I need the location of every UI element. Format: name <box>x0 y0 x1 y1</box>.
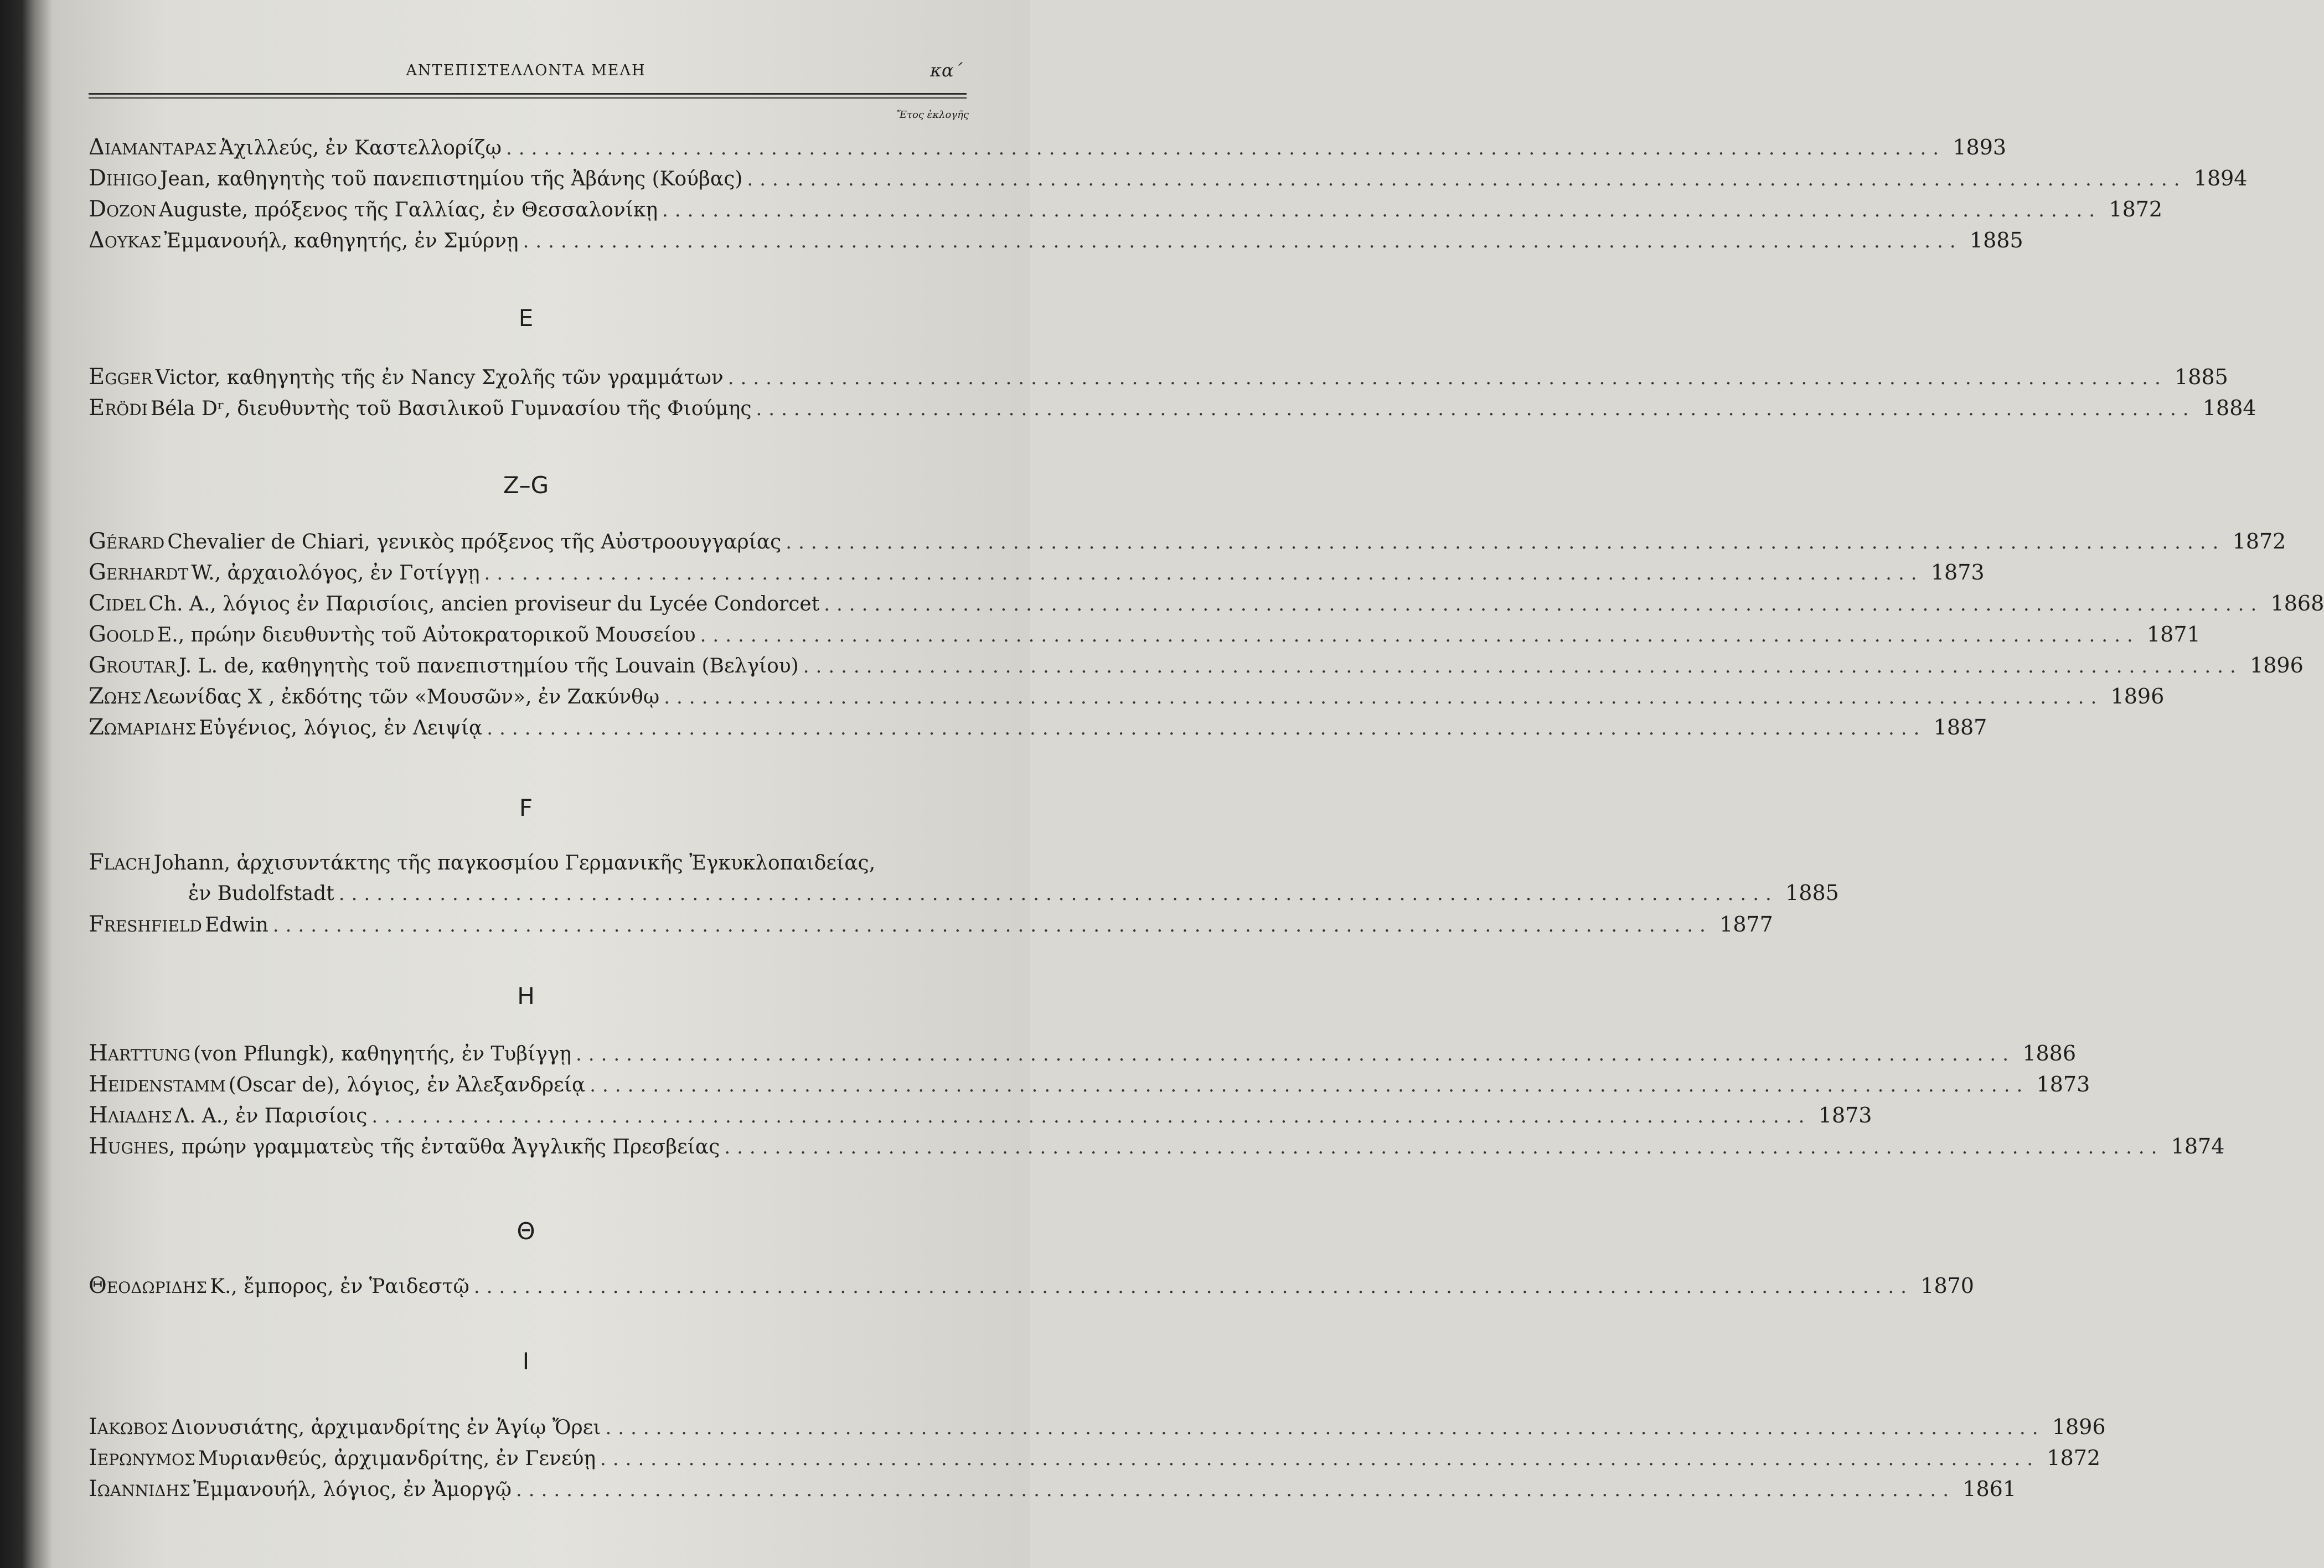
member-entry <box>89 1041 2077 1072</box>
election-year: 1872 <box>2109 197 2163 221</box>
dot-leader: .................................................................................................................. <box>484 562 1924 584</box>
member-surname: Ζωης <box>89 684 142 709</box>
member-details: πρώην γραμματεὺς τῆς ἐνταῦθα Ἀγγλικῆς Πρεσβείας <box>181 1136 720 1158</box>
election-year: 1893 <box>1953 135 2007 159</box>
member-details: Johann, ἀρχισυντάκτης τῆς παγκοσμίου Γερμανικῆς Ἐγκυκλοπαιδείας, <box>153 852 876 874</box>
member-entry <box>89 134 2007 165</box>
member-surname: Hughes <box>89 1134 169 1159</box>
member-surname: Gerhardt <box>89 560 189 585</box>
dot-leader: .................................................................................................................. <box>600 1448 2040 1470</box>
dot-leader: .................................................................................................................. <box>756 398 2196 420</box>
member-surname: Goold <box>89 622 154 647</box>
member-surname: Heidenstamm <box>89 1072 226 1097</box>
member-surname: Θεοδωριδης <box>89 1273 207 1298</box>
member-surname: Δουκας <box>89 227 162 253</box>
page-number: κα΄ <box>930 60 963 81</box>
dot-leader: .................................................................................................................. <box>700 624 2140 646</box>
member-details: Διονυσιάτης, ἀρχιμανδρίτης ἐν Ἁγίῳ Ὄρει <box>171 1416 601 1439</box>
section-letter: I <box>522 1348 530 1375</box>
member-details: Μυριανθεύς, ἀρχιμανδρίτης, ἐν Γενεύῃ <box>198 1447 596 1470</box>
member-details: Εὐγένιος, λόγιος, ἐν Λειψίᾳ <box>199 717 483 739</box>
member-entry <box>89 1414 2106 1445</box>
member-surname: Ιακωβος <box>89 1414 168 1440</box>
member-surname: Harttung <box>89 1041 191 1066</box>
dot-leader: .................................................................................................................. <box>747 168 2187 190</box>
member-entry <box>89 715 1987 746</box>
dot-leader: .................................................................................................................. <box>803 655 2243 677</box>
dot-leader: .................................................................................................................. <box>662 199 2102 221</box>
member-details: Victor, καθηγητὴς τῆς ἐν Nancy Σχολῆς τῶν γραμμάτων <box>155 366 724 389</box>
member-entry <box>89 653 2304 684</box>
member-details: Béla Dʳ, διευθυντὴς τοῦ Βασιλικοῦ Γυμνασίου τῆς Φιούμης <box>150 397 752 420</box>
member-details: Λεωνίδας Χ , ἐκδότης τῶν «Μουσῶν», ἐν Ζακύνθῳ <box>144 686 660 708</box>
member-details: Λ. Α., ἐν Παρισίοις <box>174 1105 368 1127</box>
member-details: Ἐμμανουήλ, λόγιος, ἐν Ἀμοργῷ <box>193 1478 512 1501</box>
member-entry <box>89 1445 2101 1476</box>
dot-leader: .................................................................................................................. <box>523 230 1963 252</box>
section-letter: Z–G <box>503 472 549 499</box>
dot-leader: .................................................................................................................. <box>473 1276 1913 1298</box>
member-details: Auguste, πρόξενος τῆς Γαλλίας, ἐν Θεσσαλονίκῃ <box>159 199 658 221</box>
section-letter: H <box>517 982 535 1010</box>
member-details: Ch. A., λόγιος ἐν Παρισίοις, ancien proviseur du Lycée Condorcet <box>148 593 820 615</box>
member-details: Chevalier de Chiari, γενικὸς πρόξενος τῆς Αὐστροουγγαρίας <box>167 531 782 553</box>
member-entry <box>89 850 969 881</box>
member-surname: Erödi <box>89 395 148 421</box>
member-entry <box>89 165 2248 196</box>
member-entry-continuation <box>188 881 1839 912</box>
section-letter: E <box>518 304 534 332</box>
member-entry <box>89 196 2163 227</box>
dot-leader: .................................................................................................................. <box>272 914 1712 936</box>
election-year: 1872 <box>2232 529 2286 553</box>
section-letter: F <box>519 794 533 821</box>
election-year: 1884 <box>2202 396 2256 420</box>
member-entry <box>89 560 1985 591</box>
election-year: 1885 <box>2175 365 2228 389</box>
member-surname: Ζωμαριδης <box>89 715 197 740</box>
election-year: 1896 <box>2250 653 2304 677</box>
dot-leader: .................................................................................................................. <box>824 593 2264 615</box>
member-entry <box>89 684 2165 715</box>
dot-leader: .................................................................................................................. <box>506 137 1946 159</box>
election-year: 1870 <box>1920 1274 1974 1298</box>
member-details: (Oscar de), λόγιος, ἐν Ἀλεξανδρείᾳ <box>228 1074 586 1096</box>
member-surname: Gérard <box>89 529 165 554</box>
member-surname: Ιωαννιδης <box>89 1476 190 1502</box>
member-details: (von Pflungk), καθηγητής, ἐν Τυβίγγῃ <box>193 1043 571 1065</box>
member-details: Jean, καθηγητὴς τοῦ πανεπιστημίου τῆς Ἀβάνης (Κούβας) <box>160 168 743 190</box>
member-details: E., πρώην διευθυντὴς τοῦ Αὐτοκρατορικοῦ Μουσείου <box>157 624 696 646</box>
election-year: 1873 <box>1930 560 1985 584</box>
member-surname: Dihigo <box>89 165 157 191</box>
member-entry <box>89 622 2201 653</box>
running-head: ΑΝΤΕΠΙΣΤΕΛΛΟΝΤΑ ΜΕΛΗ <box>406 62 646 79</box>
election-year: 1877 <box>1719 912 1773 936</box>
member-entry <box>89 395 2256 426</box>
member-entry <box>89 227 2023 258</box>
section-letter: Θ <box>517 1218 535 1245</box>
member-entry <box>89 1103 1872 1134</box>
dot-leader: .................................................................................................................. <box>786 531 2225 553</box>
member-surname: Διαμανταρας <box>89 134 217 160</box>
member-details: Ἀχιλλεύς, ἐν Καστελλορίζῳ <box>219 137 502 159</box>
dot-leader: .................................................................................................................. <box>338 883 1778 905</box>
dot-leader: .................................................................................................................. <box>664 686 2104 708</box>
election-year: 1873 <box>2036 1072 2090 1096</box>
member-surname: Ιερωνυμος <box>89 1445 195 1471</box>
election-year: 1874 <box>2171 1134 2225 1158</box>
member-entry <box>89 1273 1974 1304</box>
member-entry <box>89 529 2286 560</box>
dot-leader: .................................................................................................................. <box>515 1479 1956 1501</box>
member-details: W., ἀρχαιολόγος, ἐν Γοτίγγῃ <box>191 562 480 584</box>
header-rule <box>89 93 967 95</box>
election-year: 1873 <box>1818 1103 1872 1127</box>
dot-leader: .................................................................................................................. <box>724 1136 2164 1158</box>
election-year: 1871 <box>2146 622 2201 646</box>
member-surname: Dozon <box>89 196 156 222</box>
member-entry <box>89 912 1773 943</box>
dot-leader: .................................................................................................................. <box>487 717 1927 739</box>
election-year: 1887 <box>1933 715 1987 739</box>
member-surname: Egger <box>89 364 153 390</box>
member-entry: Hughes, πρώην γραμματεὺς τῆς ἐνταῦθα Ἀγγλικῆς Πρεσβείας .................................................................................................................. 1874 <box>89 1134 2225 1159</box>
election-year: 1886 <box>2022 1041 2077 1065</box>
member-surname: Freshfield <box>89 912 202 937</box>
election-year: 1896 <box>2110 684 2165 708</box>
election-year: 1885 <box>1785 881 1839 905</box>
election-year: 1872 <box>2047 1446 2101 1470</box>
dot-leader: .................................................................................................................. <box>727 367 2167 389</box>
member-surname: Flach <box>89 850 151 875</box>
member-surname: Groutar <box>89 653 177 678</box>
member-surname: Ηλιαδης <box>89 1103 172 1128</box>
election-year: 1861 <box>1963 1477 2017 1501</box>
election-year: 1894 <box>2193 166 2248 190</box>
member-entry <box>89 1476 2017 1507</box>
election-year: 1896 <box>2052 1415 2106 1439</box>
dot-leader: .................................................................................................................. <box>371 1105 1811 1127</box>
member-details: Κ., ἔμπορος, ἐν Ῥαιδεστῷ <box>210 1275 469 1298</box>
election-year-column-head: Ἔτος ἐκλογῆς <box>896 109 969 121</box>
header-rule-thin <box>89 97 967 99</box>
member-entry <box>89 1072 2090 1103</box>
member-details: J. L. de, καθηγητὴς τοῦ πανεπιστημίου τῆς Louvain (Βελγίου) <box>179 655 799 677</box>
election-year: 1885 <box>1969 228 2023 252</box>
dot-leader: .................................................................................................................. <box>575 1043 2016 1065</box>
member-surname: Cidel <box>89 591 146 616</box>
dot-leader: .................................................................................................................. <box>590 1074 2029 1096</box>
member-details: Ἐμμανουήλ, καθηγητής, ἐν Σμύρνῃ <box>164 230 519 252</box>
member-entry <box>89 591 2324 622</box>
dot-leader: .................................................................................................................. <box>605 1417 2045 1439</box>
election-year: 1868 <box>2270 591 2324 615</box>
member-details: Edwin <box>204 914 268 936</box>
member-entry <box>89 364 2228 395</box>
member-details-continued: ἐν Budolfstadt <box>188 882 334 905</box>
